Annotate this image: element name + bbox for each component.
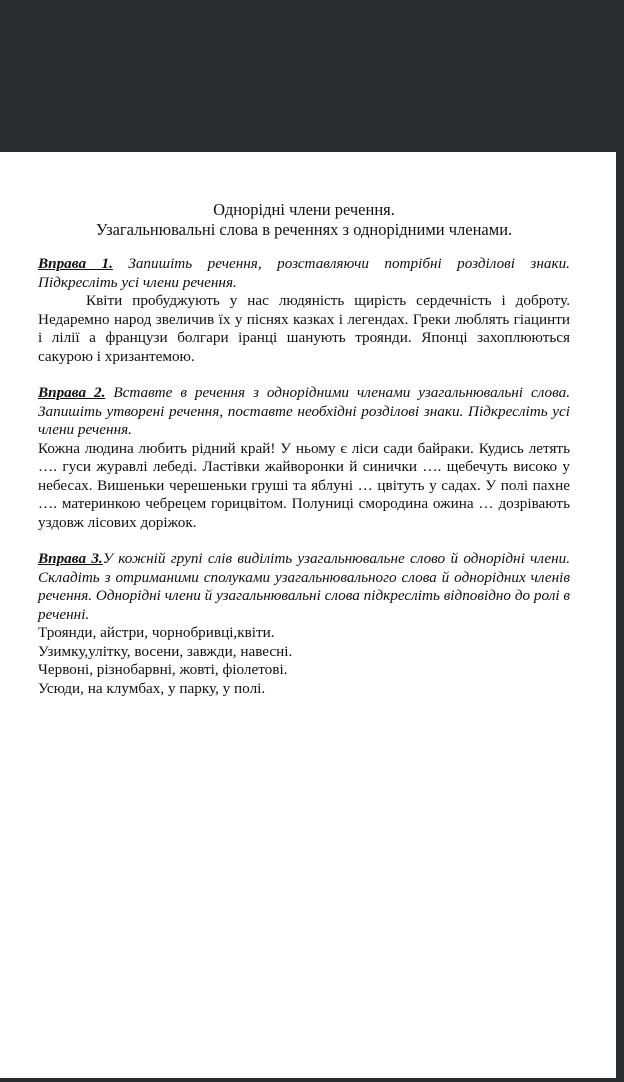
- title-line-2: Узагальнювальні слова в реченнях з однорідними членами.: [95, 220, 513, 239]
- word-group-4: Усюди, на клумбах, у парку, у полі.: [38, 679, 266, 697]
- exercise-3-instructions: У кожній групі слів виділіть узагальнювальне слово й однорідні члени. Складіть з отриманими сполуками узагальнювального слова й однорідних членів речення. Однорідні члени й узагальнювальні слова підкресліть відповідно до ролі в реченні.: [38, 550, 570, 623]
- exercise-2-task: [38, 384, 570, 440]
- exercise-2-instructions: Вставте в речення з однорідними членами узагальнювальні слова. Запишіть утворені речення, поставте необхідні розділові знаки. Підкресліть усі члени речення.: [38, 384, 570, 438]
- exercise-1-task: [38, 255, 570, 292]
- exercise-3: [38, 550, 570, 698]
- viewer-top-bar: [0, 0, 624, 152]
- document-content: [38, 200, 570, 716]
- exercise-1-label: Вправа 1.: [38, 255, 113, 272]
- word-group-1: Троянди, айстри, чорнобривці,квіти.: [38, 624, 275, 641]
- exercise-1: [38, 255, 570, 366]
- exercise-2: [38, 384, 570, 532]
- title-line-1: Однорідні члени речення.: [213, 200, 395, 219]
- exercise-3-task: [38, 550, 570, 624]
- exercise-3-label: Вправа 3.: [38, 550, 103, 567]
- exercise-1-text: Квіти пробуджують у нас людяність щирість сердечність і доброту. Недаремно народ звеличив їх у піснях казках і легендах. Греки люблять гіацинти і лілії а французи болгари іранці шанують троянди. Японці захоплюються сакурою і хризантемою.: [38, 292, 570, 365]
- exercise-3-word-groups: [38, 624, 570, 698]
- word-group-3: Червоні, різнобарвні, жовті, фіолетові.: [38, 661, 288, 678]
- word-group-2: Узимку,улітку, восени, завжди, навесні.: [38, 642, 293, 660]
- document-title: [38, 200, 570, 240]
- exercise-2-label: Вправа 2.: [38, 384, 106, 401]
- exercise-2-text: Кожна людина любить рідний край! У ньому є ліси сади байраки. Кудись летять …. гуси журавлі лебеді. Ластівки жайворонки й синички …. щебечуть високо у небесах. Вишеньки черешеньки груші та яблуні … цвітуть у садах. У полі пахне …. материнкою чебрецем горицвітом. Полуниці смородина ожина … дозрівають уздовж лісових доріжок.: [38, 439, 570, 531]
- document-page: [0, 152, 616, 1078]
- exercise-1-instructions: Запишіть речення, розставляючи потрібні розділові знаки. Підкресліть усі члени речення.: [38, 255, 570, 291]
